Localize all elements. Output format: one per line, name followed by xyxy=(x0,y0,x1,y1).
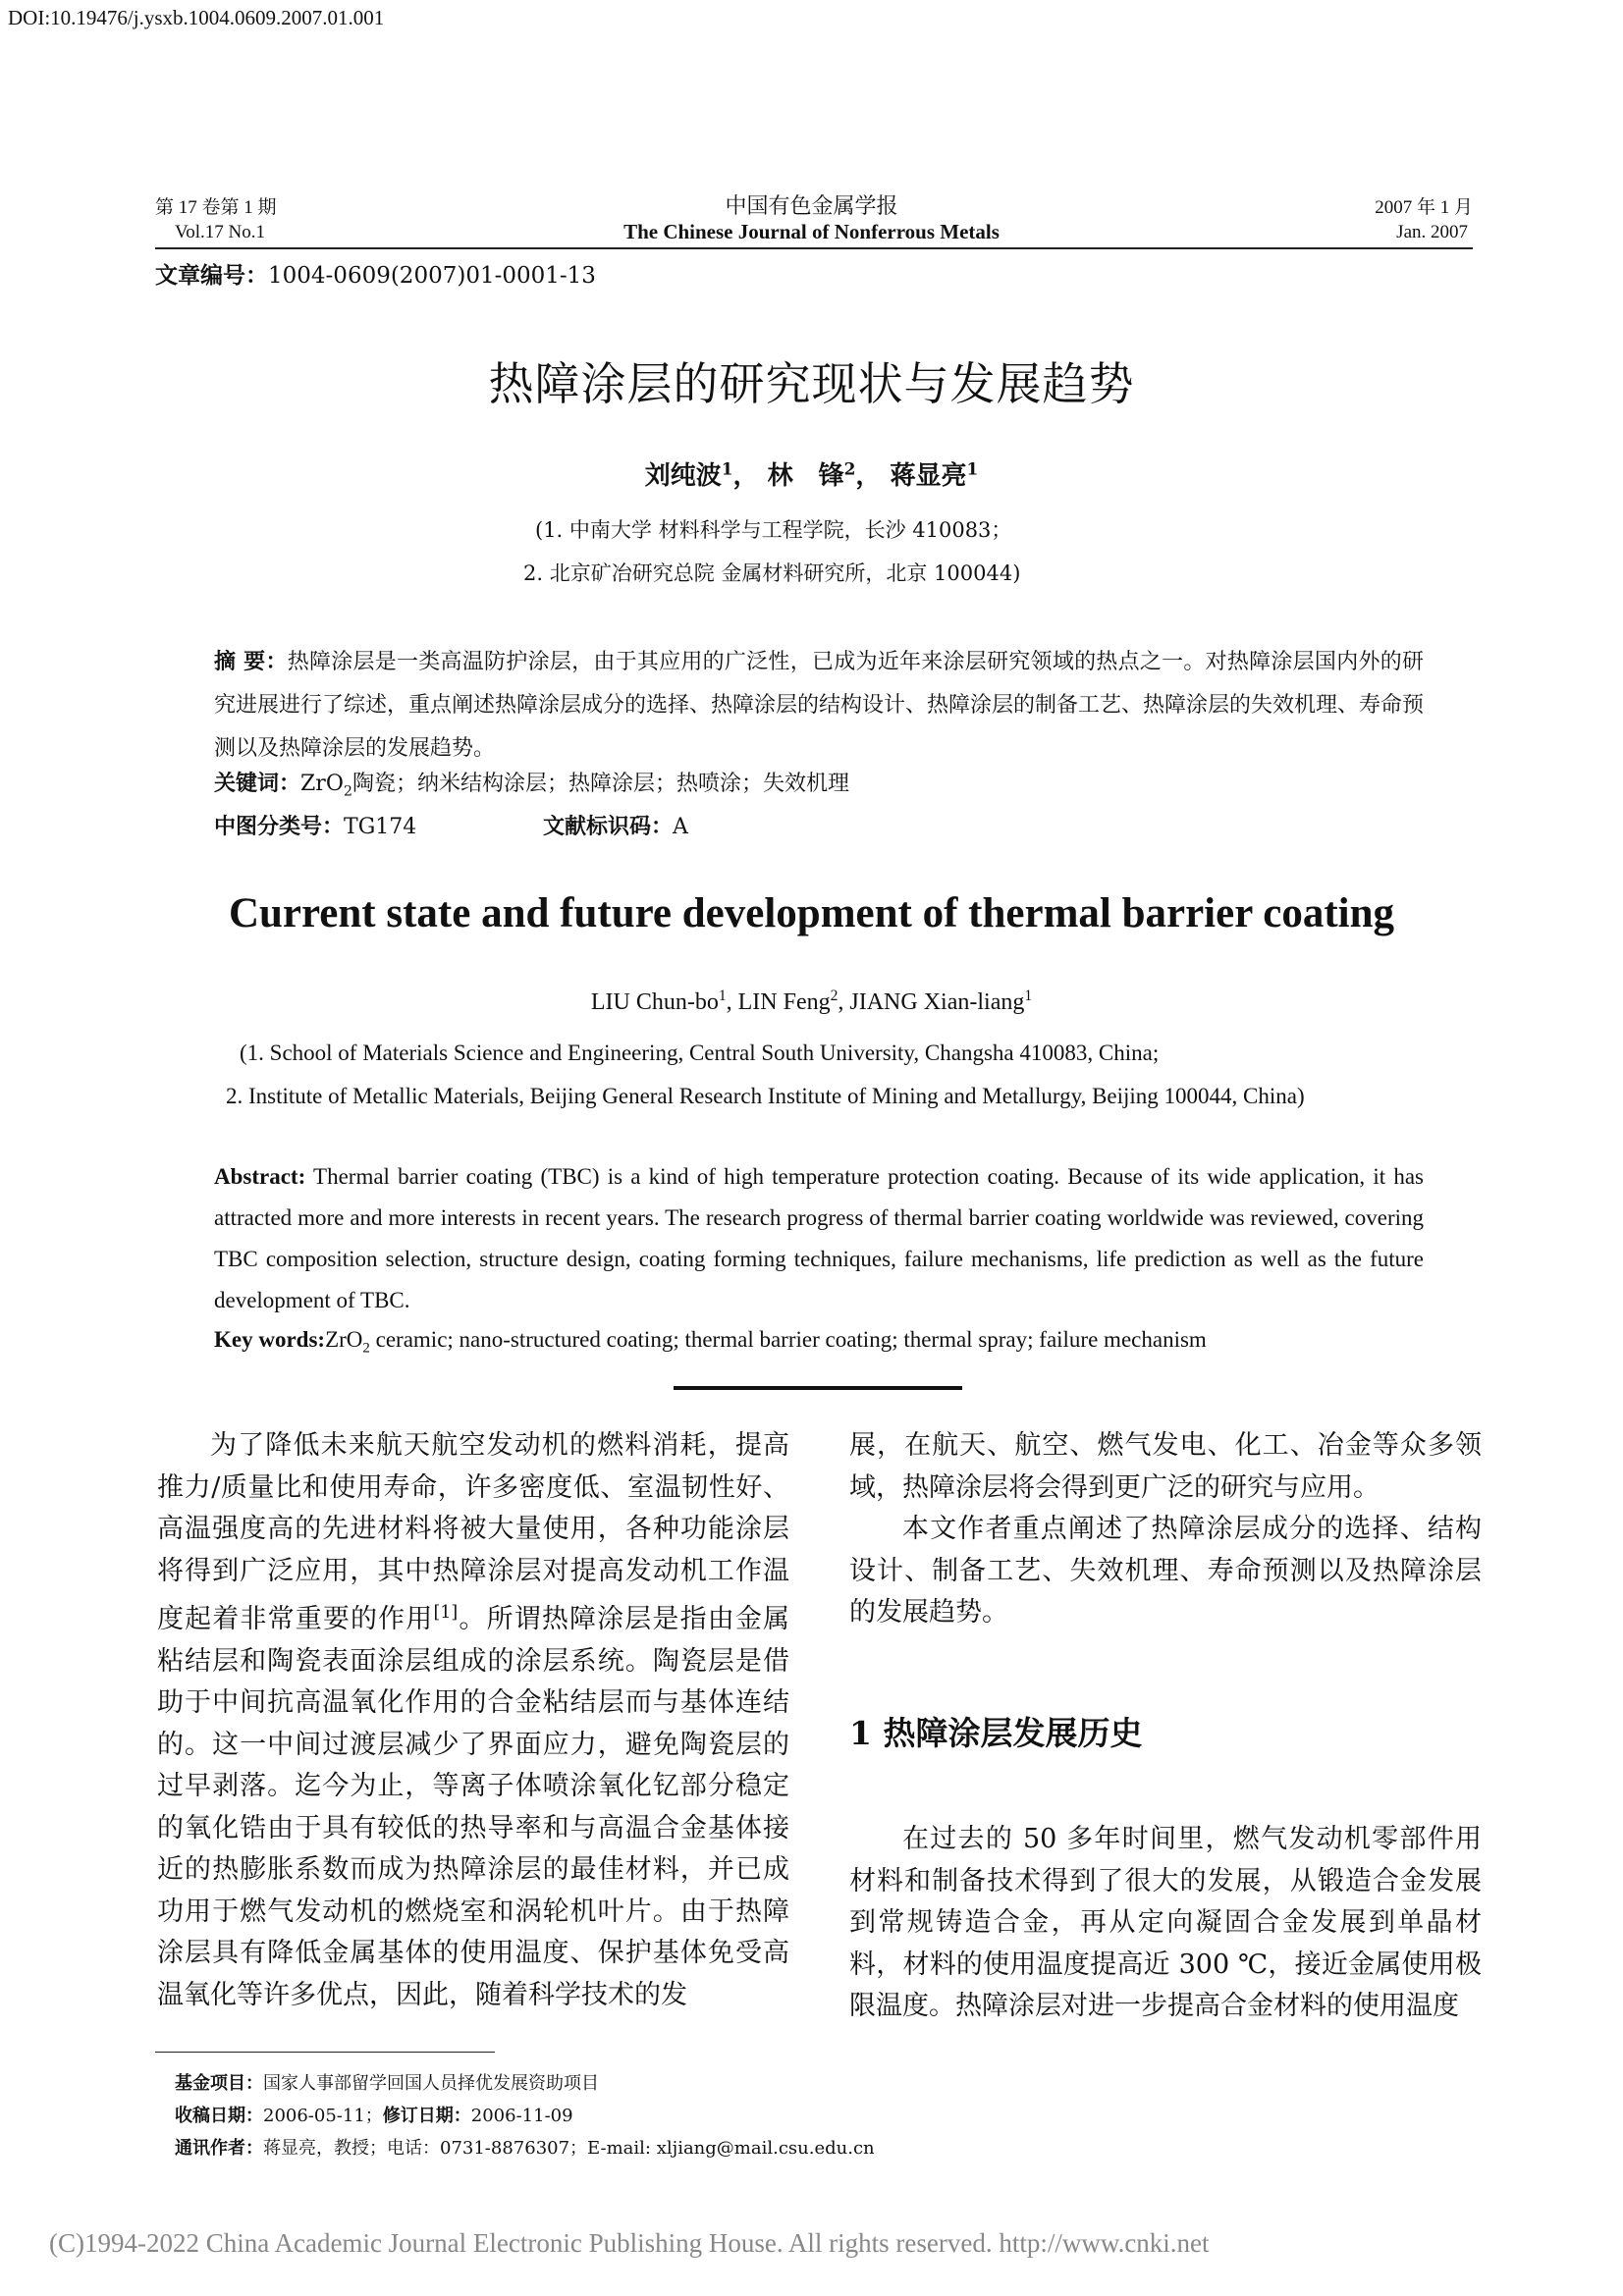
author-sup: 1 xyxy=(721,458,733,479)
title-en: Current state and future development of thermal barrier coating xyxy=(228,890,1395,936)
separator-rule xyxy=(674,1386,962,1390)
author-name: LIN Feng xyxy=(737,989,831,1015)
footnote-fund: 基金项目：国家人事部留学回国人员择优发展资助项目 xyxy=(175,2073,599,2094)
authors-en: LIU Chun-$bo^1$, LIN Feng$^2$, JIANG Xian-liang$^1$ xyxy=(590,988,1033,1015)
author-name: 蒋显亮 xyxy=(890,461,967,491)
document-code: 文献标识码：A xyxy=(543,814,688,839)
section-heading: 1 热障涂层发展历史 xyxy=(849,1714,1143,1752)
journal-zh: 中国有色金属学报 xyxy=(725,193,898,218)
author-name: JIANG Xian-liang xyxy=(849,989,1025,1015)
footnote-dates: 收稿日期：2006-05-11；修订日期：2006-11-09 xyxy=(175,2106,573,2126)
body-paragraph: 展，在航天、航空、燃气发电、化工、冶金等众多领域，热障涂层将会得到更广泛的研究与应用。 xyxy=(849,1430,1482,1503)
article-number-label: 文章编号： xyxy=(155,262,268,289)
authors-zh: 刘纯波$^1$， 林 锋$^2$， 蒋显亮$^1$ xyxy=(644,458,979,491)
title-zh: 热障涂层的研究现状与发展趋势 xyxy=(488,357,1135,410)
volume-en: Vol.17 No.1 xyxy=(175,222,266,242)
affiliation-en-1: (1. School of Materials Science and Engineering, Central South University, Changsha 410083, China; xyxy=(240,1041,1160,1065)
keywords-en-text: ceramic; nano-structured coating; thermal barrier coating; thermal spray; failure mechanism xyxy=(369,1327,1207,1352)
affiliation-en-2: 2. Institute of Metallic Materials, Beijing General Research Institute of Mining and Metallurgy, Beijing 100044, China) xyxy=(226,1084,1305,1108)
author-name: LIU Chun-bo xyxy=(590,989,719,1015)
body-right-column-top xyxy=(849,1425,1482,1634)
abstract-zh xyxy=(214,640,1424,771)
abstract-zh-text: 热障涂层是一类高温防护涂层，由于其应用的广泛性，已成为近年来涂层研究领域的热点之一。对热障涂层国内外的研究进展进行了综述，重点阐述热障涂层成分的选择、热障涂层的结构设计、热障涂层的制备工艺、热障涂层的失效机理、寿命预测以及热障涂层的发展趋势。 xyxy=(214,650,1425,761)
copyright-notice: (C)1994-2022 China Academic Journal Electronic Publishing House. All rights reserved. http://www.cnki.net xyxy=(49,2228,1210,2258)
abstract-zh-label: 摘 要： xyxy=(214,649,288,674)
abstract-en xyxy=(214,1156,1424,1321)
doi: DOI:10.19476/j.ysxb.1004.0609.2007.01.001 xyxy=(8,6,385,29)
article-number-value: 1004-0609(2007)01-0001-13 xyxy=(268,263,596,289)
affiliation-zh-1: (1. 中南大学 材料科学与工程学院，长沙 410083； xyxy=(535,518,1012,542)
affiliation-zh-2: 2. 北京矿冶研究总院 金属材料研究所，北京 100044) xyxy=(523,561,1021,585)
author-sup: 1 xyxy=(966,458,979,479)
footnote-rule xyxy=(155,2052,495,2053)
abstract-en-label: Abstract: xyxy=(214,1164,306,1189)
date-en: Jan. 2007 xyxy=(1396,222,1468,242)
abstract-en-text: Thermal barrier coating (TBC) is a kind of high temperature protection coating. Because of its wide application, it has attracted more and more interests in recent years. The research progress of thermal barrier coating worldwide was reviewed, covering TBC composition selection, structure design, coating forming techniques, failure mechanisms, life prediction as well as the future development of TBC. xyxy=(214,1164,1424,1312)
author-name: 林 锋 xyxy=(767,461,844,491)
date-zh: 2007 年 1 月 xyxy=(1375,197,1473,218)
keywords-zh-text: 陶瓷；纳米结构涂层；热障涂层；热喷涂；失效机理 xyxy=(352,772,849,796)
keywords-en: Key words:ZrO$_2$ ceramic; nano-structured coating; thermal barrier coating; thermal spray; failure mechanism xyxy=(214,1327,1207,1357)
body-left-column xyxy=(157,1425,789,2016)
volume-zh: 第 17 卷第 1 期 xyxy=(155,197,277,218)
header-rule xyxy=(155,247,1473,249)
keywords-en-label: Key words: xyxy=(214,1327,326,1352)
citation: [1] xyxy=(433,1603,459,1623)
body-right-column-bottom xyxy=(849,1819,1482,2028)
body-paragraph: 在过去的 50 多年时间里，燃气发动机零部件用材料和制备技术得到了很大的发展，从锻造合金发展到常规铸造合金，再从定向凝固合金发展到单晶材料，材料的使用温度提高近 300 ℃，接近金属使用极限温度。热障涂层对进一步提高合金材料的使用温度 xyxy=(849,1824,1482,2021)
keywords-zh: 关键词：ZrO$_2$陶瓷；纳米结构涂层；热障涂层；热喷涂；失效机理 xyxy=(214,771,849,800)
clc-number: 中图分类号：TG174 xyxy=(214,814,417,839)
author-sup: 2 xyxy=(843,458,856,479)
footnote-correspondence: 通讯作者：蒋显亮，教授；电话：0731-8876307；E-mail: xljiang@mail.csu.edu.cn xyxy=(175,2138,875,2159)
article-number xyxy=(155,257,596,290)
keywords-zh-label: 关键词： xyxy=(214,771,301,796)
author-name: 刘纯波 xyxy=(644,461,722,491)
journal-en: The Chinese Journal of Nonferrous Metals xyxy=(623,220,1000,243)
body-paragraph: 本文作者重点阐述了热障涂层成分的选择、结构设计、制备工艺、失效机理、寿命预测以及热障涂层的发展趋势。 xyxy=(849,1514,1482,1628)
body-paragraph: 为了降低未来航天航空发动机的燃料消耗，提高推力/质量比和使用寿命，许多密度低、室温韧性好、高温强度高的先进材料将被大量使用，各种功能涂层将得到广泛应用，其中热障涂层对提高发动机工作温度起着非常重要的作用[1]。所谓热障涂层是指由金属粘结层和陶瓷表面涂层组成的涂层系统。陶瓷层是借助于中间抗高温氧化作用的合金粘结层而与基体连结的。这一中间过渡层减少了界面应力，避免陶瓷层的过早剥落。迄今为止，等离子体喷涂氧化钇部分稳定的氧化锆由于具有较低的热导率和与高温合金基体接近的热膨胀系数而成为热障涂层的最佳材料，并已成功用于燃气发动机的燃烧室和涡轮机叶片。由于热障涂层具有降低金属基体的使用温度、保护基体免受高温氧化等许多优点，因此，随着科学技术的发 xyxy=(157,1430,790,2010)
